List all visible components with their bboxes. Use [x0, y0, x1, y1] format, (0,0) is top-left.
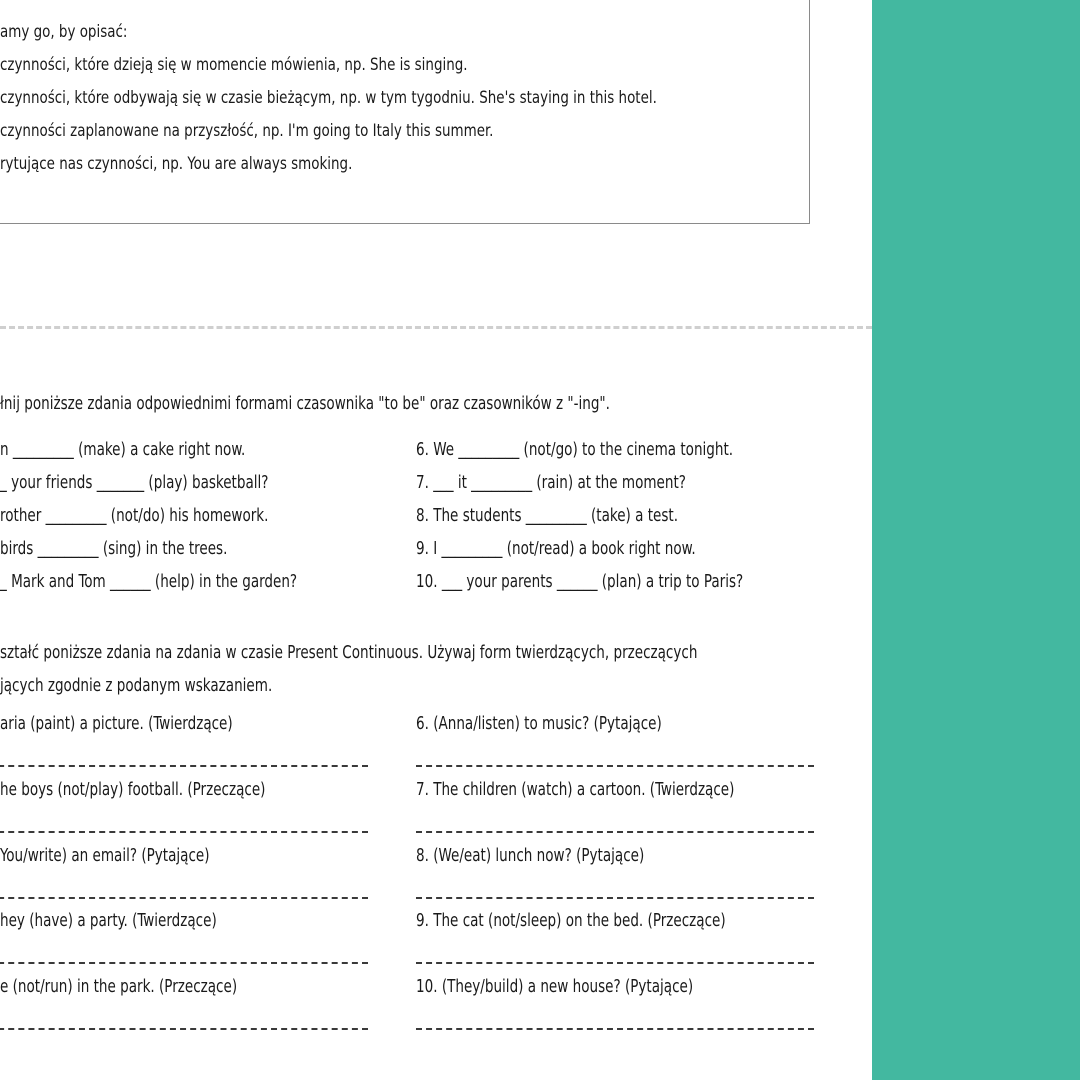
exercise1-item: rother _________ (not/do) his homework.: [0, 506, 269, 526]
answer-line[interactable]: [416, 1028, 814, 1030]
teal-side-panel: [872, 0, 1080, 1080]
answer-line[interactable]: [416, 765, 814, 767]
exercise1-item: 7. ___ it _________ (rain) at the moment?: [416, 473, 686, 493]
answer-line[interactable]: [416, 831, 814, 833]
exercise2-item: hey (have) a party. (Twierdzące): [0, 911, 217, 931]
exercise1-item: n _________ (make) a cake right now.: [0, 440, 246, 460]
answer-line[interactable]: [416, 897, 814, 899]
exercise1-item: birds _________ (sing) in the trees.: [0, 539, 228, 559]
exercise2-item: 10. (They/build) a new house? (Pytające): [416, 977, 694, 997]
info-line: czynności, które odbywają się w czasie bieżącym, np. w tym tygodniu. She's staying in this hotel.: [0, 88, 657, 108]
answer-line[interactable]: [416, 962, 814, 964]
exercise2-item: 6. (Anna/listen) to music? (Pytające): [416, 714, 662, 734]
exercise2-item: e (not/run) in the park. (Przeczące): [0, 977, 238, 997]
answer-line[interactable]: [0, 897, 368, 899]
exercise2-instruction: jących zgodnie z podanym wskazaniem.: [0, 676, 273, 696]
answer-line[interactable]: [0, 831, 368, 833]
exercise2-item: 9. The cat (not/sleep) on the bed. (Przeczące): [416, 911, 726, 931]
dashed-section-divider: [0, 326, 872, 329]
exercise2-item: aria (paint) a picture. (Twierdzące): [0, 714, 233, 734]
exercise2-item: 7. The children (watch) a cartoon. (Twierdzące): [416, 780, 735, 800]
exercise2-instruction: ształć poniższe zdania na zdania w czasie Present Continuous. Używaj form twierdzących, przeczących: [0, 643, 698, 663]
info-line: rytujące nas czynności, np. You are always smoking.: [0, 154, 353, 174]
answer-line[interactable]: [0, 765, 368, 767]
exercise2-item: 8. (We/eat) lunch now? (Pytające): [416, 846, 645, 866]
exercise2-item: You/write) an email? (Pytające): [0, 846, 210, 866]
exercise1-item: 6. We _________ (not/go) to the cinema tonight.: [416, 440, 734, 460]
info-line: amy go, by opisać:: [0, 22, 128, 42]
exercise1-item: 9. I _________ (not/read) a book right now.: [416, 539, 696, 559]
info-line: czynności zaplanowane na przyszłość, np. I'm going to Italy this summer.: [0, 121, 494, 141]
answer-line[interactable]: [0, 1028, 368, 1030]
exercise1-item: _ your friends _______ (play) basketball?: [0, 473, 269, 493]
answer-line[interactable]: [0, 962, 368, 964]
exercise2-item: he boys (not/play) football. (Przeczące): [0, 780, 266, 800]
exercise1-item: 8. The students _________ (take) a test.: [416, 506, 679, 526]
exercise1-item: _ Mark and Tom ______ (help) in the garden?: [0, 572, 298, 592]
info-line: czynności, które dzieją się w momencie mówienia, np. She is singing.: [0, 55, 468, 75]
exercise1-item: 10. ___ your parents ______ (plan) a trip to Paris?: [416, 572, 744, 592]
exercise1-instruction: łnij poniższe zdania odpowiednimi formami czasownika "to be" oraz czasowników z "-ing".: [0, 394, 610, 414]
